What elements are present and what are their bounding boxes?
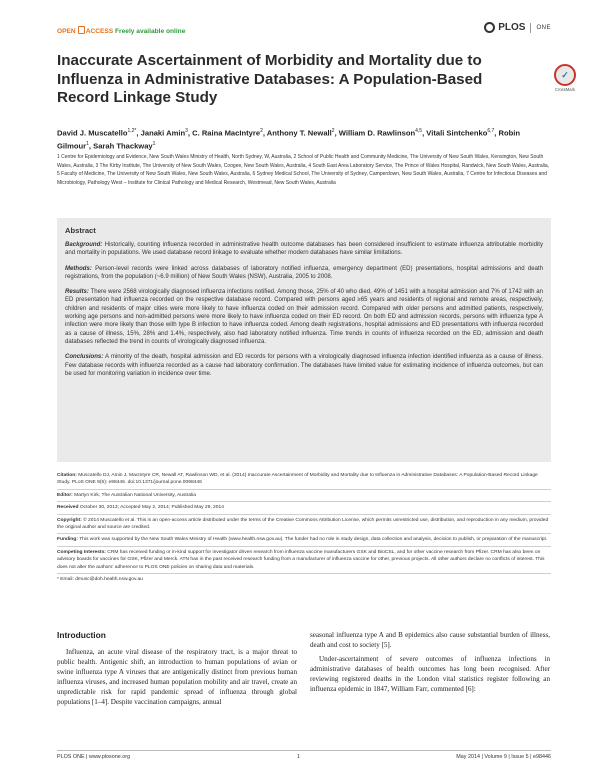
footer-issue: May 2014 | Volume 9 | Issue 5 | e98446 <box>456 754 551 760</box>
plos-logo-icon <box>484 22 495 33</box>
footer-journal[interactable]: PLOS ONE | www.plosone.org <box>57 754 131 760</box>
corresponding-email[interactable]: * Email: dmusc@doh.health.nsw.gov.au <box>57 577 143 583</box>
author-affiliation-marker: 6,7 <box>487 128 495 134</box>
crossmark-icon: ✓ <box>554 64 576 86</box>
intro-paragraph: Influenza, an acute viral disease of the respiratory tract, is a major threat to public health. Antigenic shift, an introduction to human populations of avian or swine influenza type A viruses that are antigenically distinct from previous human influenza viruses, and increased human population mobility and air travel, create an unpredictable risk for rapid pandemic spread of influenza through global populations [1–4]. Despite vaccination campaigns, annual <box>57 648 297 706</box>
author-name: Vitali Sintchenko <box>426 128 488 138</box>
author-affiliation-marker: 1 <box>152 141 156 148</box>
author-name: William D. Rawlinson <box>338 128 416 138</box>
author-affiliation-marker: 3 <box>185 128 188 134</box>
funding: Funding: This work was supported by the New South Wales Ministry of Health (www.health.nsw.gov.au). The funder had no role in study design, data collection and analysis, decision to publish, or preparation of the manuscript. <box>57 534 551 546</box>
body-column-left <box>57 630 297 711</box>
page-number: 1 <box>297 754 300 760</box>
author-separator: , <box>136 128 141 138</box>
author-separator: , <box>88 141 94 151</box>
author-affiliation-marker: 2 <box>260 128 263 134</box>
journal-header <box>57 22 551 42</box>
author-name: C. Raina MacIntyre <box>192 128 261 138</box>
abstract-results: Results: There were 2568 virologically diagnosed influenza infections notified. Among those, 25% of 40 who died, 49% of 1451 with a hospital admission and 7% of 1742 with an ED presentation had influenza recorded on the respective database record. Compared with persons aged ≥65 years and residents of regional and remote areas, respectively, children and residents of major cities were more likely to have influenza coded on their admission record. Compared with older persons and admitted patients, respectively, working age persons and non-admitted persons were more likely to have influenza coded on their ED record. On both ED and admission records, persons with influenza type A infection were more likely than those with type B infection to have influenza coded. Among death registrations, hospital admissions and ED presentations with influenza recorded as a cause of illness, 15%, 28% and 1.4%, respectively, also had laboratory notified influenza. Time trends in counts of influenza recorded on the ED, admission and death databases reflected the trend in counts of virologically diagnosed influenza. <box>65 289 543 345</box>
author-separator: , <box>494 128 499 138</box>
author-name: Sarah Thackway <box>93 141 153 151</box>
article-metadata <box>57 470 551 585</box>
author-name: Robin Gilmour <box>57 128 521 151</box>
open-lock-icon <box>78 26 85 34</box>
affiliations: 1 Centre for Epidemiology and Evidence, New South Wales Ministry of Health, North Sydney, W, Australia, 2 School of Public Health and Community Medicine, The University of New South Wales, Kensington, New South Wales, Australia, 3 The Kirby Institute, The University of New South Wales, Coogee, New South Wales, Australia, 4 South East Area Laboratory Service, The Prince of Wales Hospital, Randwick, New South Wales, Australia, 5 Faculty of Medicine, The University of New South Wales, New South Wales, Australia, 6 Sydney Medical School, The University of Sydney, Camperdown, New South Wales, Australia, 7 Centre for Infectious Diseases and Microbiology, Pathology West – Institute for Clinical Pathology and Medical Research, Westmead, New South Wales, Australia <box>57 154 550 186</box>
author-separator: , <box>262 128 267 138</box>
author-name: Janaki Amin <box>140 128 186 138</box>
abstract-methods: Methods: Person-level records were linked across databases of laboratory notified influenza, emergency department (ED) presentations, hospital admissions and death registrations, from the population (~6.9 million) of New South Wales (NSW), Australia, 2005 to 2008. <box>65 265 543 280</box>
intro-paragraph-2: Under-ascertainment of severe outcomes of influenza infections in administrative databases of health outcomes has long been recognised. After reviewing registered deaths in the London vital statistics register following an influenza epidemic in 1847, William Farr, commented [6]: <box>310 655 550 693</box>
introduction-heading: Introduction <box>57 630 106 640</box>
plos-one-logo[interactable]: PLOS ONE <box>484 22 551 33</box>
intro-paragraph-cont: seasonal influenza type A and B epidemics also cause substantial burden of illness, death and cost to society [5]. <box>310 631 550 649</box>
abstract-box <box>57 218 551 462</box>
competing-interests: Competing Interests: CRM has received funding or in-kind support for investigator driven research from influenza vaccine manufacturers GSK and BioCSL, and for other vaccine research from Pfizer. CRM has also been on advisory boards for vaccines for GSK, Pfizer and Merck. ATN has in the past received research funding from a manufacturer of influenza vaccine for other, previous projects. All other authors declare no conflicts of interest. This does not alter the authors' adherence to PLOS ONE policies on sharing data and materials. <box>57 547 551 574</box>
author-separator: , <box>334 128 339 138</box>
author-list <box>57 126 551 152</box>
author-name: David J. Muscatello <box>57 128 128 138</box>
citation: Citation: Muscatello DJ, Amin J, MacIntyre CR, Newall AT, Rawlinson WD, et al. (2014) Inaccurate Ascertainment of Morbidity and Mortality due to Influenza in Administrative Databases: A Population-Based Record Linkage Study. PLoS ONE 9(5): e98446. doi:10.1371/journal.pone.0098446 <box>57 470 551 490</box>
dates: Received October 30, 2013; Accepted May 2, 2014; Published May 29, 2014 <box>57 502 551 514</box>
author-separator: , <box>422 128 427 138</box>
open-access-badge[interactable]: OPEN ACCESS Freely available online <box>57 28 186 35</box>
body-column-right <box>310 630 550 698</box>
copyright: Copyright: © 2014 Muscatello et al. This is an open-access article distributed under the terms of the Creative Commons Attribution License, which permits unrestricted use, distribution, and reproduction in any medium, provided the original author and source are credited. <box>57 515 551 535</box>
footer-divider <box>57 750 551 751</box>
author-affiliation-marker: 4,5 <box>415 128 423 134</box>
author-separator: , <box>187 128 193 138</box>
editor: Editor: Martyn Kirk, The Australian National University, Australia <box>57 490 551 502</box>
abstract-heading: Abstract <box>65 226 96 235</box>
author-affiliation-marker: 1 <box>86 141 89 148</box>
author-affiliation-marker: 1,2* <box>127 128 137 134</box>
author-affiliation-marker: 2 <box>331 128 335 134</box>
crossmark-button[interactable]: ✓ CrossMark <box>552 64 578 92</box>
article-title: Inaccurate Ascertainment of Morbidity and Mortality due to Influenza in Administrative Databases: A Population-Based Record Linkage Study <box>57 52 483 107</box>
author-name: Anthony T. Newall <box>266 128 332 138</box>
abstract-conclusions: Conclusions: A minority of the death, hospital admission and ED records for persons with a virologically diagnosed influenza infection identified influenza as a cause of illness. Few database records with influenza recorded as a cause had laboratory confirmation. The databases have limited value for estimating incidence of influenza outcomes, but can be used for monitoring variation in incidence over time. <box>65 354 543 377</box>
page-footer <box>57 754 551 760</box>
abstract-background: Background: Historically, counting influenza recorded in administrative health outcome databases has been considered insufficient to estimate influenza attributable morbidity and mortality in populations. We used database record linkage to evaluate whether modern databases have similar limitations. <box>65 242 543 257</box>
